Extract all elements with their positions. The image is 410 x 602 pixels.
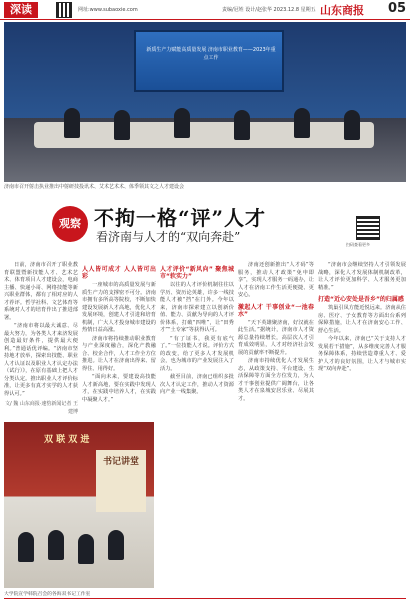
paragraph: 以往的人才评价机制往往以学历、资历论英雄，许多一线技能人才被“挡”在门外。今年以来，济南市探索建立以创新价值、能力、贡献为导向的人才评价体系，打破“四唯”，让“田秀才”“土专家”等获得认可。 xyxy=(160,282,234,333)
paragraph: 一座城市的高质量发展与新质生产力的支撑密不可分。济南市拥有多所高等院校，不断加快建设发展新人才高地，优化人才发展环境，创建人才引进和培育机制，广大人才投身城市建设的热情日益高涨。 xyxy=(82,282,156,333)
paragraph: “天下英雄聚济南，好汉就在此生活。”据统计，济南市人才资源总量持续增长，高层次人才引育成效明显，人才对经济社会发展的贡献率不断提升。 xyxy=(238,319,314,356)
conference-screen xyxy=(134,30,284,92)
paragraph: 日前，济南市召开了职业教育联盟暨新技能人才、艺术艺术、体育项目人才建设会，电商主播、快递小哥、网络技能等新兴职业群体，都有了相对应的人才荐评。哲学社科、文艺体育等系统对人才的培育作出了推进部署。 xyxy=(4,262,78,321)
attendee-figure xyxy=(48,530,64,560)
page-header xyxy=(0,0,410,20)
column-tag: 观察 xyxy=(52,206,88,242)
qr-code-icon xyxy=(56,2,72,18)
screen-text: 新质生产力赋能高质量发展 济南市职业教育——2023年重点工作 xyxy=(146,47,276,61)
paragraph: 济南市将持续推动职业教育与产业深度融合，深化产教融合、校企合作，人才工作全方位推进。让人才在济南出得来、留得住、用得好。 xyxy=(82,335,156,372)
section-heading: 打造“近心安处是吾乡”的归属感 xyxy=(318,296,404,303)
paragraph: 济南还创新推出“人才码”等服务，推动人才政策“免申即享”，实现人才服务一码通办，让人才在济南工作生活更便捷、更安心。 xyxy=(238,262,314,298)
paragraph: “济南市会继续坚持人才引领发展战略，深化人才发展体制机制改革，让人才评价更加科学、人才服务更加精准。” xyxy=(318,262,406,291)
attendee-figure xyxy=(18,532,34,562)
text-column-5 xyxy=(318,262,406,375)
text-column-3 xyxy=(160,262,234,398)
paragraph: 截至目前，济南已组织多批次人才认定工作，推动人才资源向产业一线集聚。 xyxy=(160,374,234,395)
paragraph: 今年以来，济南已“关于支持人才发展若干措施”，从多维度完善人才服务保障体系，持续营造尊重人才、爱护人才的良好氛围，让人才与城市实现“双向奔赴”。 xyxy=(318,336,406,372)
text-column-4 xyxy=(238,262,314,404)
bottom-photo xyxy=(4,422,154,588)
article-subtitle: 看济南与人才的“双向奔赴” xyxy=(96,230,241,244)
paragraph: 筑巢引凤方能近悦远来。济南从住房、医疗、子女教育等方面出台系列保障措施，让人才在济南安心工作、舒心生活。 xyxy=(318,305,406,334)
footer-divider xyxy=(4,598,406,599)
article-banner xyxy=(4,196,406,247)
attendee-figure xyxy=(234,110,250,140)
qr-code-label: 扫码查看更多 xyxy=(346,242,370,247)
photo-board-text: 书记讲堂 xyxy=(96,450,146,512)
section-tag: 深读 xyxy=(4,2,38,18)
qr-code-icon[interactable] xyxy=(356,216,380,240)
text-column-2 xyxy=(82,262,156,405)
attendee-figure xyxy=(344,110,360,140)
attendee-figure xyxy=(78,534,94,564)
byline: 文/ 魏 山东商报·速豹新闻记者 王建博 xyxy=(4,401,78,415)
top-photo-caption: 济南市召开射击执业推出中射研技投讯术、艾术艺术术、体季领其文之人才建设会 xyxy=(4,184,185,190)
photo-sign-text: 双 联 双 进 xyxy=(44,435,90,445)
section-heading: 人才评价“新风向” 聚焦城市“软实力” xyxy=(160,266,234,280)
page-number: 05 xyxy=(388,1,407,16)
site-url: 网址:www.subaoxie.com xyxy=(78,7,138,13)
newspaper-name: 山东商报 xyxy=(320,4,364,17)
paragraph: “济南市将以最大诚意、尽最大努力，为各类人才来济发展创造最好条件，提供最大便利。”普通话优评编。“济南市坚持地才放举，探索出技能、职业人才认证以及职业人才认定办法（试行）》，在原有基础上把人才分类认定。推出职业人才评价标准，让更多有真才实学的人才获得认可。” xyxy=(4,323,78,397)
bottom-photo-caption: 大学院宣学韩院召会的各海双书记工作室 xyxy=(4,592,91,597)
text-column-1 xyxy=(4,262,78,416)
attendee-figure xyxy=(64,108,80,138)
attendee-figure xyxy=(174,108,190,138)
attendee-figure xyxy=(114,110,130,140)
paragraph: “面向未来，要建设高技能人才新高地，要在实践中发现人才，在实践中培养人才，在实践中凝聚人才。” xyxy=(82,374,156,403)
header-meta: 责编/冠姓 设计/赵张华 2023.12.8 星期五 xyxy=(222,7,316,13)
paragraph: “有了证书，我更有底气了。”一位技能人才说。评价方式的改变，给了更多人才发展机会，也为城市的产业发展注入了活力。 xyxy=(160,335,234,372)
article-title: 不拘一格“评”人才 xyxy=(94,206,267,230)
section-heading: 激起人才 干事创业“一池春水” xyxy=(238,303,314,318)
attendee-figure xyxy=(294,108,310,138)
section-heading: 人人皆可成才 人人皆可出彩 xyxy=(82,266,156,280)
top-photo xyxy=(4,22,406,182)
attendee-figure xyxy=(108,530,124,560)
conference-desk xyxy=(34,122,374,148)
paragraph: 济南市持续优化人才发展生态，从政策支持、平台建设、生活保障等方面全方位发力，为人才干事创业提供广阔舞台，让各类人才在泉城安居乐业、尽展其才。 xyxy=(238,358,314,402)
